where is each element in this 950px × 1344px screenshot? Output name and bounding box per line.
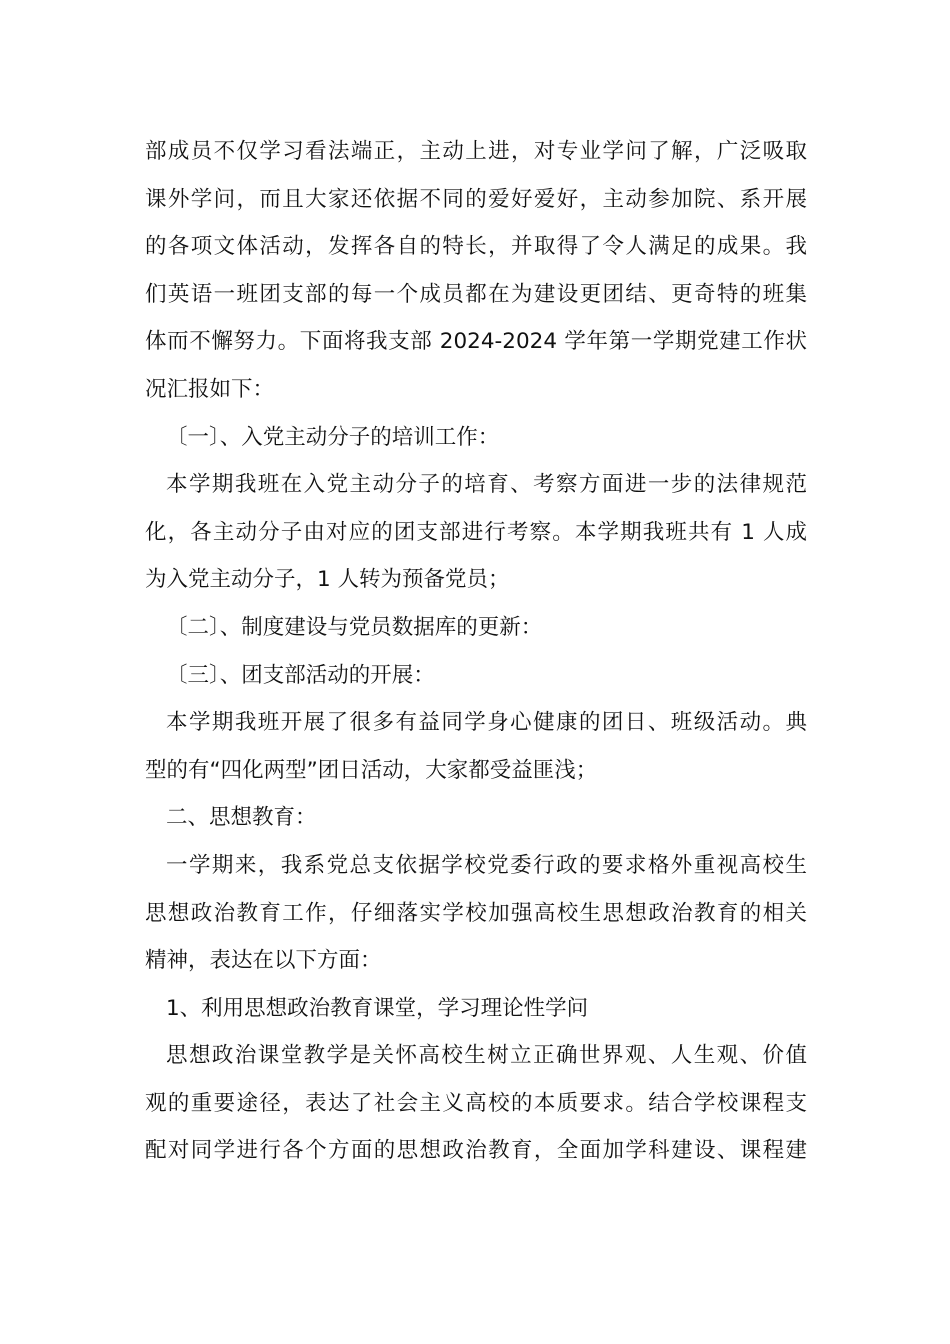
text-line: 们英语一班团支部的每一个成员都在为建设更团结、更奇特的班集 [145, 281, 807, 307]
text-line: 一学期来，我系党总支依据学校党委行政的要求格外重视高校生 [166, 852, 807, 878]
text-line: 精神，表达在以下方面： [145, 948, 382, 974]
text-line: 本学期我班在入党主动分子的培育、考察方面进一步的法律规范 [166, 472, 807, 498]
text-line: 课外学问，而且大家还依据不同的爱好爱好，主动参加院、系开展 [145, 186, 807, 212]
text-line: 况汇报如下： [145, 376, 275, 402]
document-body [145, 128, 807, 1175]
text-line: 思想政治教育工作，仔细落实学校加强高校生思想政治教育的相关 [145, 900, 807, 926]
section-heading: 〔三〕、团支部活动的开展： [166, 662, 435, 688]
text-line: 本学期我班开展了很多有益同学身心健康的团日、班级活动。典 [166, 710, 807, 736]
section-heading: 〔一〕、入党主动分子的培训工作： [166, 424, 500, 450]
section-heading: 〔二〕、制度建设与党员数据库的更新： [166, 614, 543, 640]
text-line: 的各项文体活动，发挥各自的特长，并取得了令人满足的成果。我 [145, 234, 807, 260]
section-heading: 1、利用思想政治教育课堂，学习理论性学问 [166, 995, 589, 1021]
text-line: 观的重要途径，表达了社会主义高校的本质要求。结合学校课程支 [145, 1090, 807, 1116]
text-line: 配对同学进行各个方面的思想政治教育，全面加学科建设、课程建 [145, 1138, 807, 1164]
text-line: 体而不懈努力。下面将我支部 2024-2024 学年第一学期党建工作状 [145, 329, 807, 355]
text-line: 部成员不仅学习看法端正，主动上进，对专业学问了解，广泛吸取 [145, 139, 807, 164]
section-heading: 二、思想教育： [166, 805, 317, 831]
text-line: 化，各主动分子由对应的团支部进行考察。本学期我班共有 1 人成 [145, 519, 807, 545]
text-line: 型的有“四化两型”团日活动，大家都受益匪浅； [145, 757, 598, 783]
text-line: 为入党主动分子，1 人转为预备党员； [145, 567, 510, 593]
text-line: 思想政治课堂教学是关怀高校生树立正确世界观、人生观、价值 [166, 1043, 807, 1069]
